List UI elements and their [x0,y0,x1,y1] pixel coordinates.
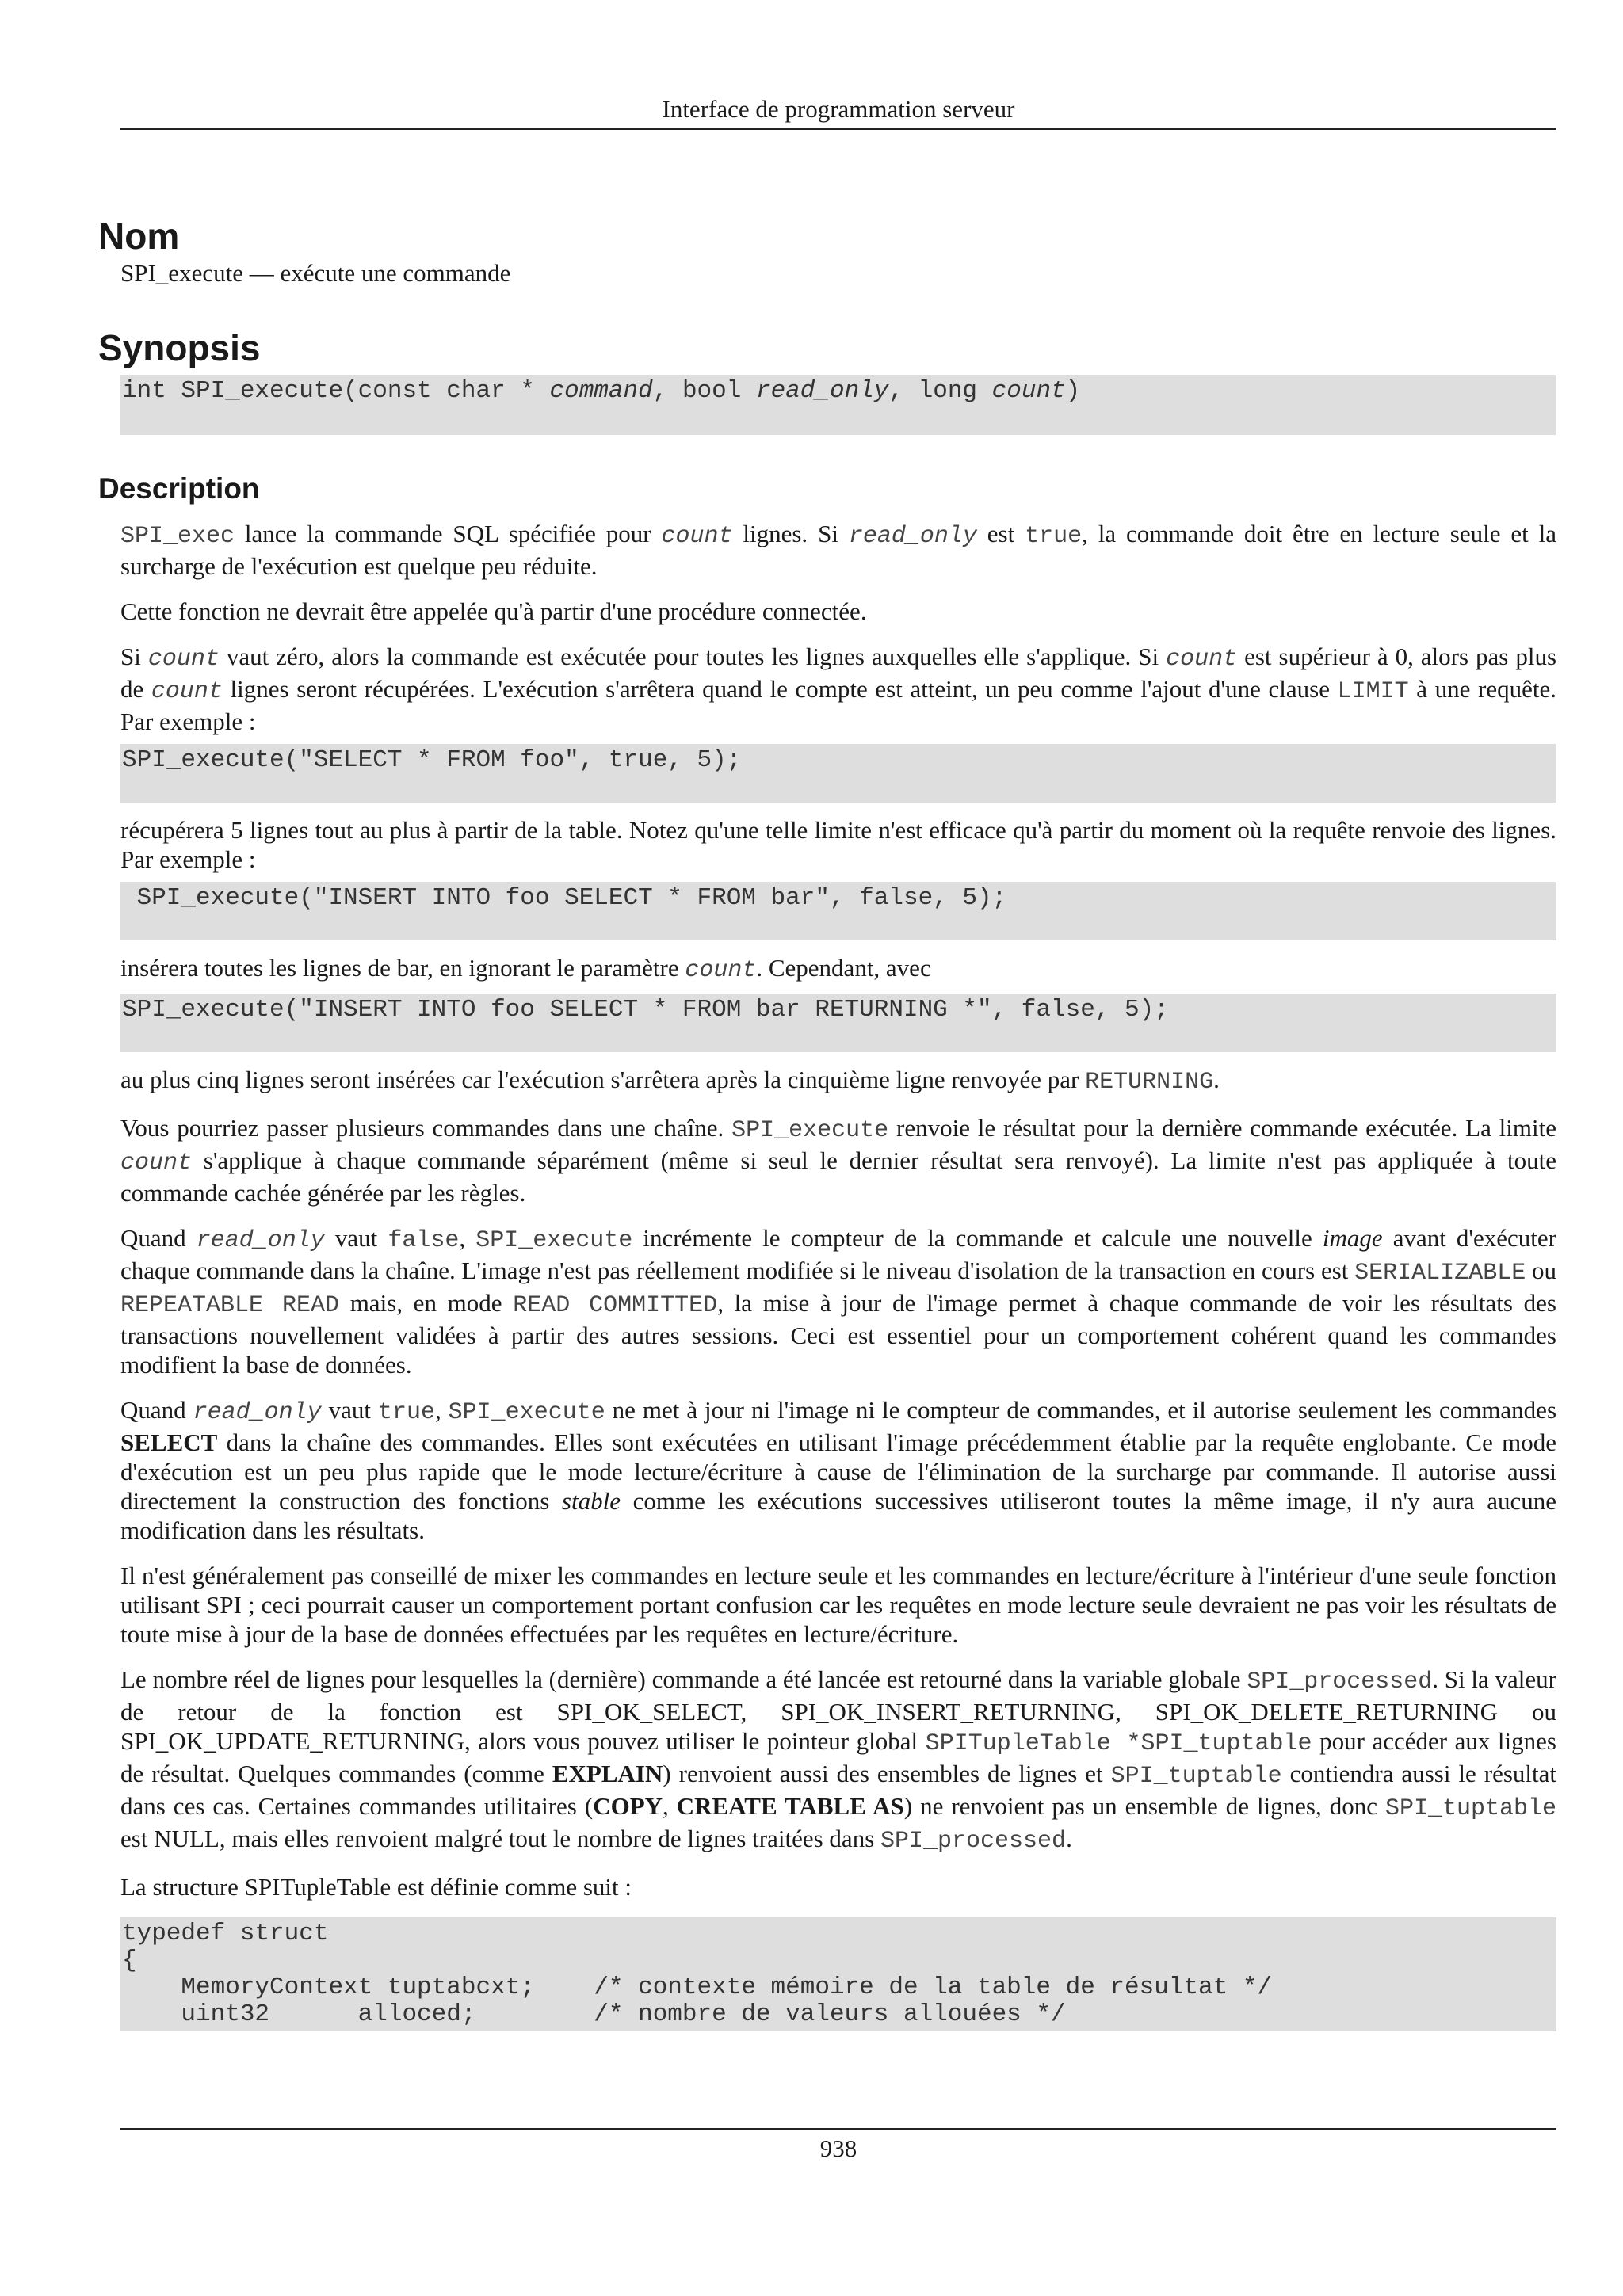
text: ) renvoient aussi des ensembles de lignes et [663,1760,1111,1787]
inline-param: count [1166,646,1238,673]
inline-param: read_only [848,523,977,550]
bold-command: EXPLAIN [552,1760,663,1787]
inline-param: count [151,678,223,705]
text: Quand [120,1396,193,1424]
bold-command: COPY [593,1792,663,1820]
code-example-select: SPI_execute("SELECT * FROM foo", true, 5); [120,744,1556,803]
synopsis-signature [120,375,1556,435]
sig-text: ) [1065,377,1081,405]
code-struct-definition: typedef struct { MemoryContext tuptabcxt; /* contexte mémoire de la table de résultat */ uint32 alloced; /* nombre de valeurs allouées */ [120,1917,1556,2031]
text: Si [120,643,148,670]
text: . Cependant, avec [756,954,931,982]
code-example-insert-returning: SPI_execute("INSERT INTO foo SELECT * FROM bar RETURNING *", false, 5); [120,994,1556,1052]
inline-param: count [661,523,733,550]
footer-rule [120,2128,1556,2130]
sig-param-read-only: read_only [755,377,889,405]
text: Le nombre réel de lignes pour lesquelles la (dernière) commande a été lancée est retourné dans la variable globale [120,1665,1247,1693]
paragraph [120,642,1556,736]
inline-code: true [1025,523,1083,550]
bold-command: CREATE TABLE AS [676,1792,904,1820]
text: , [663,1792,677,1820]
text: , la commande doit être en lecture seule et la surcharge de l'exécution est quelque peu réduite. [120,520,1557,580]
inline-code: SPI_execute [475,1227,633,1254]
inline-code: REPEATABLE READ [120,1292,339,1319]
text: comme les exécutions successives utiliseront toutes la même image, il n'y aura aucune modification dans les résultats. [120,1487,1556,1544]
text: s'applique à chaque commande séparément (même si seul le dernier résultat sera renvoyé). La limite n'est pas appliquée à toute commande cachée générée par les règles. [120,1146,1556,1207]
text: , la mise à jour de l'image permet à chaque commande de voir les résultats des transactions nouvellement validées à partir des autres sessions. Ceci est essentiel pour un comportement cohérent quand les commandes modifient la base de données. [120,1289,1556,1379]
paragraph: récupérera 5 lignes tout au plus à partir de la table. Notez qu'une telle limite n'est efficace qu'à partir du moment où la requête renvoie des lignes. Par exemple : [120,816,1556,873]
section-heading-nom: Nom [98,215,180,257]
paragraph: Il n'est généralement pas conseillé de mixer les commandes en lecture seule et les commandes en lecture/écriture à l'intérieur d'une seule fonction utilisant SPI ; ceci pourrait causer un comportement portant confusion car les requêtes en mode lecture seule devraient ne pas voir les résultats de toute mise à jour de la base de données effectuées par les requêtes en lecture/écriture. [120,1562,1556,1648]
text: contiendra aussi le résultat dans ces cas. Certaines commandes utilitaires ( [120,1760,1556,1820]
paragraph: Cette fonction ne devrait être appelée qu'à partir d'une procédure connectée. [120,597,867,625]
running-header: Interface de programmation serveur [662,95,1015,123]
paragraph [120,1665,1556,1856]
inline-code: LIMIT [1337,678,1409,705]
paragraph: La structure SPITupleTable est définie comme suit : [120,1873,632,1901]
main-content [98,214,1557,2031]
inline-param: count [120,1150,193,1177]
text: . [1213,1066,1220,1093]
text: pour accéder aux lignes de résultat. Quelques commandes (comme [120,1727,1556,1787]
text: dans la chaîne des commandes. Elles sont exécutées en utilisant l'image précédemment établie par la requête englobante. Ce mode d'exécution est un peu plus rapide que le mode lecture/écriture à cause de l'élimination de la surcharge par commande. Il autorise aussi directement la construction des fonctions [120,1428,1556,1515]
inline-code: SPI_processed [1247,1669,1433,1695]
bold-command: SELECT [120,1428,218,1456]
text: renvoie le résultat pour la dernière commande exécutée. La limite [888,1114,1557,1142]
sig-text: , bool [652,377,756,405]
inline-code: RETURNING [1085,1069,1214,1096]
inline-code: SPITupleTable *SPI_tuptable [925,1730,1312,1757]
sig-text: int SPI_execute(const char * [122,377,550,405]
inline-code: SERIALIZABLE [1354,1260,1526,1287]
text: incrémente le compteur de la commande et calcule une nouvelle [632,1224,1323,1252]
inline-code: SPI_exec [120,523,235,550]
inline-param: count [147,646,220,673]
refpurpose: SPI_execute — exécute une commande [120,259,511,287]
text: est NULL, mais elles renvoient malgré tout le nombre de lignes traitées dans [120,1825,881,1852]
text: . [1066,1825,1072,1852]
text: ou [1526,1257,1556,1284]
text: , [434,1396,449,1424]
text: vaut [321,1396,378,1424]
text: lignes. Si [732,520,849,547]
sig-param-count: count [991,377,1066,405]
inline-param: count [685,957,757,984]
text: lance la commande SQL spécifiée pour [235,520,662,547]
inline-code: true [377,1399,435,1426]
sig-param-command: command [549,377,653,405]
sig-text: , long [888,377,992,405]
text: Quand [120,1224,197,1252]
text: vaut [324,1224,388,1252]
text: est supérieur à 0, alors pas plus de [120,643,1557,703]
paragraph [120,519,1556,581]
text: insérera toutes les lignes de bar, en ignorant le paramètre [120,954,685,982]
section-heading-description: Description [98,472,260,505]
header-rule [120,128,1556,130]
paragraph [120,1065,1556,1097]
paragraph [120,953,1556,986]
paragraph [120,1113,1556,1207]
inline-code: SPI_tuptable [1384,1795,1557,1822]
text: . Si la valeur de retour de la fonction est SPI_OK_SELECT, SPI_OK_INSERT_RETURNING, SPI_OK_DELETE_RETURNING ou SPI_OK_UPDATE_RETURNING, alors vous pouvez utiliser le pointeur global [120,1665,1556,1755]
text: vaut zéro, alors la commande est exécutée pour toutes les lignes auxquelles elle s'applique. Si [219,643,1167,670]
text: , [459,1224,476,1252]
inline-param: read_only [193,1399,322,1426]
text: à une requête. Par exemple : [120,675,1556,735]
text: est [976,520,1025,547]
text: mais, en mode [339,1289,514,1317]
inline-code: SPI_processed [880,1828,1067,1855]
inline-param: read_only [196,1227,325,1254]
inline-code: SPI_tuptable [1110,1763,1282,1790]
code-example-insert: SPI_execute("INSERT INTO foo SELECT * FROM bar", false, 5); [120,882,1556,940]
inline-code: READ COMMITTED [513,1292,718,1319]
emphasis: stable [561,1487,621,1515]
emphasis: image [1322,1224,1383,1252]
text: lignes seront récupérées. L'exécution s'arrêtera quand le compte est atteint, un peu comme l'ajout d'une clause [222,675,1338,703]
text: avant d'exécuter chaque commande dans la chaîne. L'image n'est pas réellement modifiée si le niveau d'isolation de la transaction en cours est [120,1224,1556,1284]
inline-code: false [388,1227,460,1254]
section-heading-synopsis: Synopsis [98,327,261,368]
text: Vous pourriez passer plusieurs commandes dans une chaîne. [120,1114,732,1142]
text: au plus cinq lignes seront insérées car l'exécution s'arrêtera après la cinquième ligne renvoyée par [120,1066,1086,1093]
inline-code: SPI_execute [448,1399,605,1426]
inline-code: SPI_execute [731,1117,889,1144]
text: ) ne renvoient pas un ensemble de lignes, donc [903,1792,1385,1820]
text: ne met à jour ni l'image ni le compteur de commandes, et il autorise seulement les commandes [605,1396,1557,1424]
paragraph [120,1223,1556,1379]
page-number: 938 [819,2134,857,2162]
paragraph [120,1395,1556,1545]
